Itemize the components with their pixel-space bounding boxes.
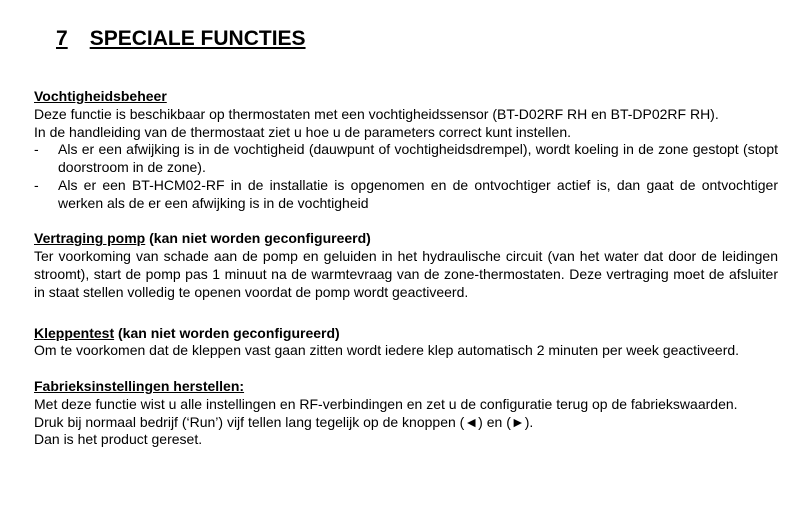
spacer [34,213,778,231]
section-heading-pump-note: (kan niet worden geconfigureerd) [145,230,371,247]
chapter-number: 7 [56,27,68,50]
bullet-dash: - [34,141,39,158]
list-item-text: Als er een afwijking is in de vochtigheid (dauwpunt of vochtigheidsdrempel), wordt koeling in de zone gestopt (stopt doorstroom in de zone). [58,141,778,176]
humidity-bullet-list [34,141,778,212]
factory-paragraph-3: Dan is het product gereset. [34,431,203,448]
list-item [34,141,778,177]
section-heading-pump-text: Vertraging pomp [34,230,146,247]
document-body [34,88,778,449]
section-factory-reset [34,378,778,449]
humidity-paragraph-1: Deze functie is beschikbaar op thermostaten met een vochtigheidssensor (BT-D02RF RH en BT-DP02RF RH). [34,105,719,122]
section-valve [34,325,778,361]
bullet-dash: - [34,176,39,193]
chapter-title: SPECIALE FUNCTIES [89,27,306,50]
spacer [34,360,778,378]
valve-paragraph-1: Om te voorkomen dat de kleppen vast gaan zitten wordt iedere klep automatisch 2 minuten per week geactiveerd. [34,342,740,359]
factory-paragraph-2: Druk bij normaal bedrijf (‘Run’) vijf tellen lang tegelijk op de knoppen (◄) en (►). [34,413,534,430]
section-heading-valve-text: Kleppentest [34,324,115,341]
pump-paragraph-1: Ter voorkoming van schade aan de pomp en geluiden in het hydraulische circuit (van het water dat door de leidingen stroomt), start de pomp pas 1 minuut na de warmtevraag van de zone-thermostaten. Deze vertraging moet de afsluiter in staat stellen volledig te openen voordat de pomp wordt geactiveerd. [34,248,778,300]
list-item [34,177,778,213]
section-heading-factory [34,378,778,396]
chapter-heading [56,27,306,51]
section-pump [34,230,778,301]
section-heading-valve-note: (kan niet worden geconfigureerd) [114,324,340,341]
list-item-text: Als er een BT-HCM02-RF in de installatie is opgenomen en de ontvochtiger actief is, dan gaat de ontvochtiger werken als de er een afwijking is in de vochtigheid [58,176,778,211]
section-heading-factory-text: Fabrieksinstellingen herstellen: [34,377,245,394]
factory-paragraph-1: Met deze functie wist u alle instellingen en RF-verbindingen en zet u de configuratie terug op de fabriekswaarden. [34,395,738,412]
section-heading-humidity-text: Vochtigheidsbeheer [34,88,167,104]
spacer [34,302,778,325]
section-heading-valve [34,325,778,343]
section-humidity [34,88,778,213]
section-heading-humidity [34,88,778,106]
section-heading-pump [34,230,778,248]
humidity-paragraph-2: In de handleiding van de thermostaat ziet u hoe u de parameters correct kunt instellen. [34,123,571,140]
